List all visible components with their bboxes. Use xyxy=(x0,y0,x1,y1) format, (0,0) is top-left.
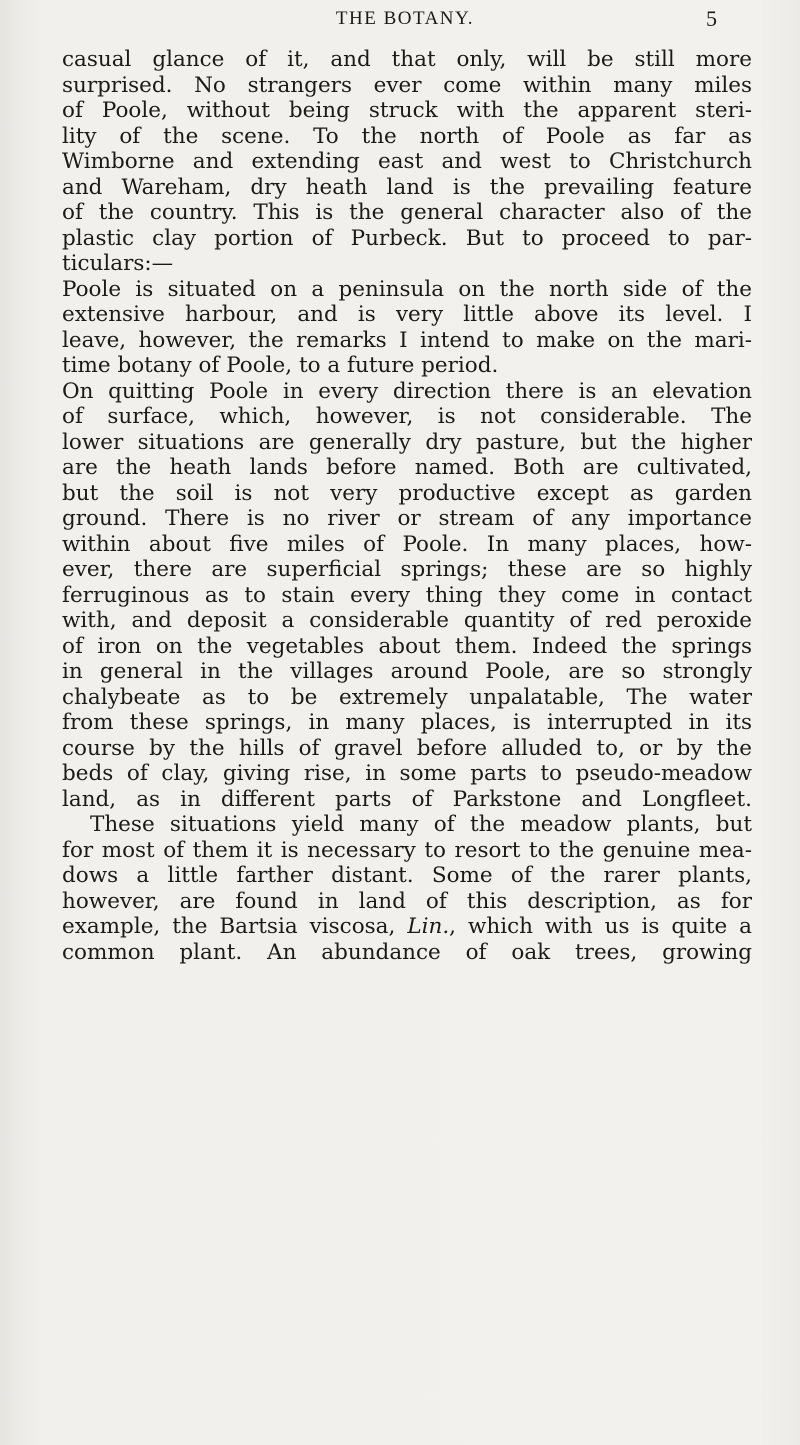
text-line: These situations yield many of the meadow plants, but xyxy=(90,812,752,837)
text-line: of the country. This is the general character also of the xyxy=(62,200,752,225)
text-line: On quitting Poole in every direction there is an elevation xyxy=(62,378,752,404)
body-text xyxy=(62,47,752,965)
italic-abbreviation: Lin. xyxy=(407,914,450,939)
text-line: ground. There is no river or stream of any importance xyxy=(62,506,752,531)
text-line-with-italic xyxy=(62,914,752,940)
text-line: chalybeate as to be extremely unpalatable, The water xyxy=(62,684,752,710)
text-line: plastic clay portion of Purbeck. But to proceed to par- xyxy=(62,225,752,251)
text-line: ever, there are superficial springs; these are so highly xyxy=(62,557,752,582)
text-line: from these springs, in many places, is interrupted in its xyxy=(62,710,752,735)
text-line: of iron on the vegetables about them. Indeed the springs xyxy=(62,633,752,659)
text-line: common plant. An abundance of oak trees, growing xyxy=(62,939,752,965)
text-line: lity of the scene. To the north of Poole as far as xyxy=(62,123,752,149)
running-head: THE BOTANY. xyxy=(335,8,475,29)
text-line: ferruginous as to stain every thing they come in contact xyxy=(62,582,752,608)
text-line: in general in the villages around Poole, are so strongly xyxy=(62,659,752,684)
text-line: surprised. No strangers ever come within many miles xyxy=(62,72,752,98)
text-line: casual glance of it, and that only, will be still more xyxy=(62,47,752,72)
text-line: ticulars:— xyxy=(62,251,174,276)
text-line-start: example, the Bartsia viscosa, xyxy=(62,914,396,939)
page-number: 5 xyxy=(706,6,717,31)
text-line: dows a little farther distant. Some of the rarer plants, xyxy=(62,863,752,888)
text-line: land, as in different parts of Parkstone and Longfleet. xyxy=(62,786,752,812)
text-line: for most of them it is necessary to resort to the genuine mea- xyxy=(62,837,752,863)
text-line: Poole is situated on a peninsula on the north side of the xyxy=(62,276,752,302)
text-line: but the soil is not very productive except as garden xyxy=(62,480,752,506)
text-line: however, are found in land of this description, as for xyxy=(62,888,752,914)
text-line: and Wareham, dry heath land is the prevailing feature xyxy=(62,174,752,200)
text-line: are the heath lands before named. Both are cultivated, xyxy=(62,455,752,480)
text-line: within about five miles of Poole. In many places, how- xyxy=(62,531,752,557)
text-line: time botany of Poole, to a future period. xyxy=(62,353,499,378)
text-line: Wimborne and extending east and west to Christchurch xyxy=(62,149,752,174)
text-line: extensive harbour, and is very little above its level. I xyxy=(62,302,752,327)
text-line: beds of clay, giving rise, in some parts to pseudo-meadow xyxy=(62,761,752,786)
text-line-end: , which with us is quite a xyxy=(449,914,752,939)
text-line: course by the hills of gravel before alluded to, or by the xyxy=(62,735,752,761)
text-line: of surface, which, however, is not considerable. The xyxy=(62,404,752,429)
text-line: lower situations are generally dry pasture, but the higher xyxy=(62,429,752,455)
text-line: of Poole, without being struck with the apparent steri- xyxy=(62,98,752,123)
page-header xyxy=(0,8,800,34)
text-line: with, and deposit a considerable quantity of red peroxide xyxy=(62,608,752,633)
text-line: leave, however, the remarks I intend to make on the mari- xyxy=(62,327,752,353)
